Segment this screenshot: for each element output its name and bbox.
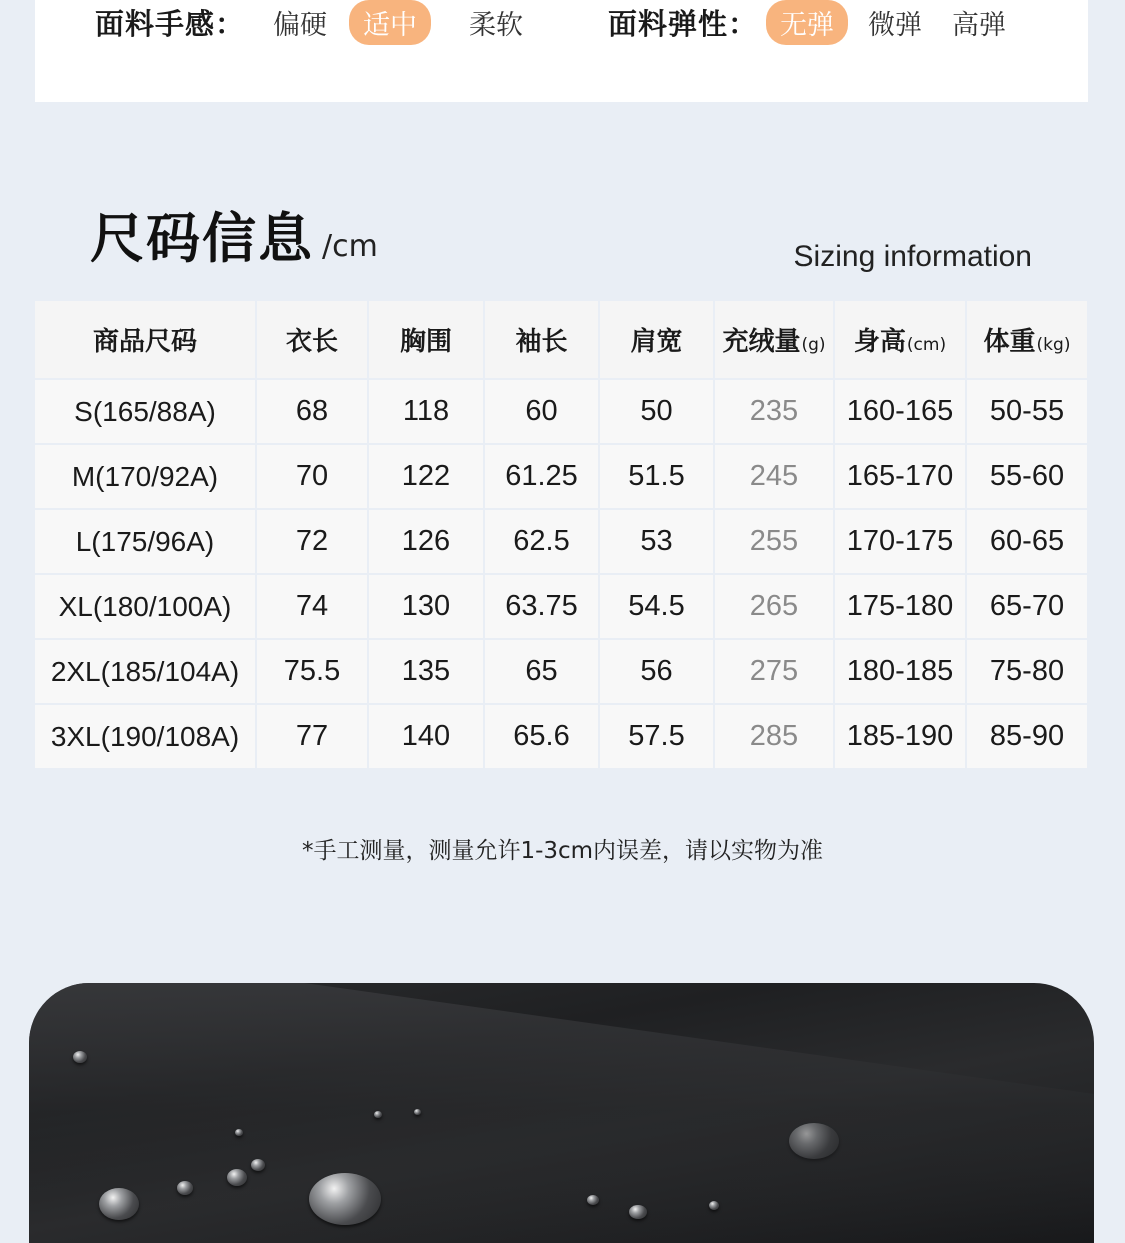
fabric-feel-option-hard: 偏硬: [273, 9, 328, 41]
table-header-row: [35, 301, 1087, 379]
cell-height: 165-170: [834, 444, 966, 509]
water-droplet: [629, 1205, 647, 1219]
header-label: 商品尺码: [92, 327, 197, 357]
size-info-title: 尺码信息: [90, 207, 314, 270]
cell-chest: 122: [368, 444, 484, 509]
cell-weight: 85-90: [966, 704, 1087, 768]
cell-fill-weight: 245: [714, 444, 834, 509]
table-row: [35, 574, 1087, 639]
fabric-attributes-card: [35, 0, 1088, 102]
water-droplet: [789, 1123, 839, 1159]
size-info-subtitle: Sizing information: [793, 240, 1032, 273]
header-shoulder: [599, 301, 714, 379]
header-chest: [368, 301, 484, 379]
fabric-feel-option-medium: 适中: [349, 0, 431, 45]
table-row: [35, 379, 1087, 444]
cell-length: 77: [256, 704, 368, 768]
header-label: 肩宽: [630, 327, 683, 357]
cell-size: S(165/88A): [35, 379, 256, 444]
cell-shoulder: 51.5: [599, 444, 714, 509]
cell-weight: 65-70: [966, 574, 1087, 639]
table-row: [35, 704, 1087, 768]
header-weight: [966, 301, 1087, 379]
cell-shoulder: 56: [599, 639, 714, 704]
header-label: 衣长: [285, 327, 338, 357]
cell-sleeve: 65.6: [484, 704, 599, 768]
water-droplet: [709, 1201, 719, 1210]
water-droplet: [414, 1109, 421, 1115]
cell-length: 70: [256, 444, 368, 509]
header-label: 胸围: [399, 327, 452, 357]
size-info-heading: [90, 206, 378, 272]
header-label: 体重: [983, 327, 1036, 357]
cell-weight: 50-55: [966, 379, 1087, 444]
header-unit: (g): [801, 335, 826, 355]
fabric-elasticity-title: 面料弹性：: [608, 6, 759, 41]
cell-sleeve: 63.75: [484, 574, 599, 639]
fabric-feel-group: [95, 0, 531, 44]
water-droplet: [99, 1188, 139, 1220]
header-sleeve: [484, 301, 599, 379]
cell-fill-weight: 235: [714, 379, 834, 444]
cell-fill-weight: 275: [714, 639, 834, 704]
cell-length: 74: [256, 574, 368, 639]
table-row: [35, 444, 1087, 509]
cell-size: M(170/92A): [35, 444, 256, 509]
fabric-fold-highlight: [29, 983, 1094, 1243]
fabric-feel-option-soft: 柔软: [469, 9, 524, 41]
cell-weight: 75-80: [966, 639, 1087, 704]
cell-shoulder: 57.5: [599, 704, 714, 768]
water-droplet: [235, 1129, 243, 1136]
cell-height: 185-190: [834, 704, 966, 768]
header-height: [834, 301, 966, 379]
cell-chest: 118: [368, 379, 484, 444]
fabric-elasticity-option-high: 高弹: [952, 9, 1007, 41]
water-droplet: [251, 1159, 265, 1171]
cell-chest: 126: [368, 509, 484, 574]
cell-sleeve: 62.5: [484, 509, 599, 574]
header-label: 充绒量: [722, 327, 801, 357]
water-droplet: [587, 1195, 599, 1205]
measurement-note: *手工测量，测量允许1-3cm内误差，请以实物为准: [301, 838, 824, 864]
cell-sleeve: 60: [484, 379, 599, 444]
header-fill-weight: [714, 301, 834, 379]
cell-shoulder: 54.5: [599, 574, 714, 639]
cell-fill-weight: 285: [714, 704, 834, 768]
fabric-elasticity-option-slight: 微弹: [868, 9, 923, 41]
cell-weight: 60-65: [966, 509, 1087, 574]
cell-sleeve: 61.25: [484, 444, 599, 509]
size-info-unit: /cm: [322, 229, 378, 264]
cell-weight: 55-60: [966, 444, 1087, 509]
cell-shoulder: 50: [599, 379, 714, 444]
cell-size: 3XL(190/108A): [35, 704, 256, 768]
fabric-elasticity-option-none: 无弹: [766, 0, 848, 45]
header-unit: (kg): [1036, 335, 1071, 355]
header-label: 身高: [853, 327, 906, 357]
cell-chest: 140: [368, 704, 484, 768]
cell-height: 160-165: [834, 379, 966, 444]
water-droplet: [177, 1181, 193, 1195]
water-droplet: [73, 1051, 87, 1063]
header-size: [35, 301, 256, 379]
cell-sleeve: 65: [484, 639, 599, 704]
water-droplet: [227, 1169, 247, 1186]
header-length: [256, 301, 368, 379]
fabric-water-droplets-photo: [29, 983, 1094, 1243]
cell-height: 170-175: [834, 509, 966, 574]
cell-size: L(175/96A): [35, 509, 256, 574]
table-row: [35, 509, 1087, 574]
cell-chest: 135: [368, 639, 484, 704]
cell-size: 2XL(185/104A): [35, 639, 256, 704]
cell-fill-weight: 255: [714, 509, 834, 574]
cell-length: 75.5: [256, 639, 368, 704]
fabric-feel-title: 面料手感：: [95, 6, 246, 41]
size-table: [35, 301, 1087, 768]
water-droplet: [374, 1111, 382, 1118]
cell-length: 68: [256, 379, 368, 444]
cell-height: 180-185: [834, 639, 966, 704]
cell-chest: 130: [368, 574, 484, 639]
fabric-elasticity-group: [608, 0, 1016, 44]
water-droplet: [309, 1173, 381, 1225]
cell-shoulder: 53: [599, 509, 714, 574]
cell-height: 175-180: [834, 574, 966, 639]
table-row: [35, 639, 1087, 704]
header-label: 袖长: [515, 327, 568, 357]
cell-length: 72: [256, 509, 368, 574]
cell-fill-weight: 265: [714, 574, 834, 639]
cell-size: XL(180/100A): [35, 574, 256, 639]
header-unit: (cm): [906, 335, 947, 355]
